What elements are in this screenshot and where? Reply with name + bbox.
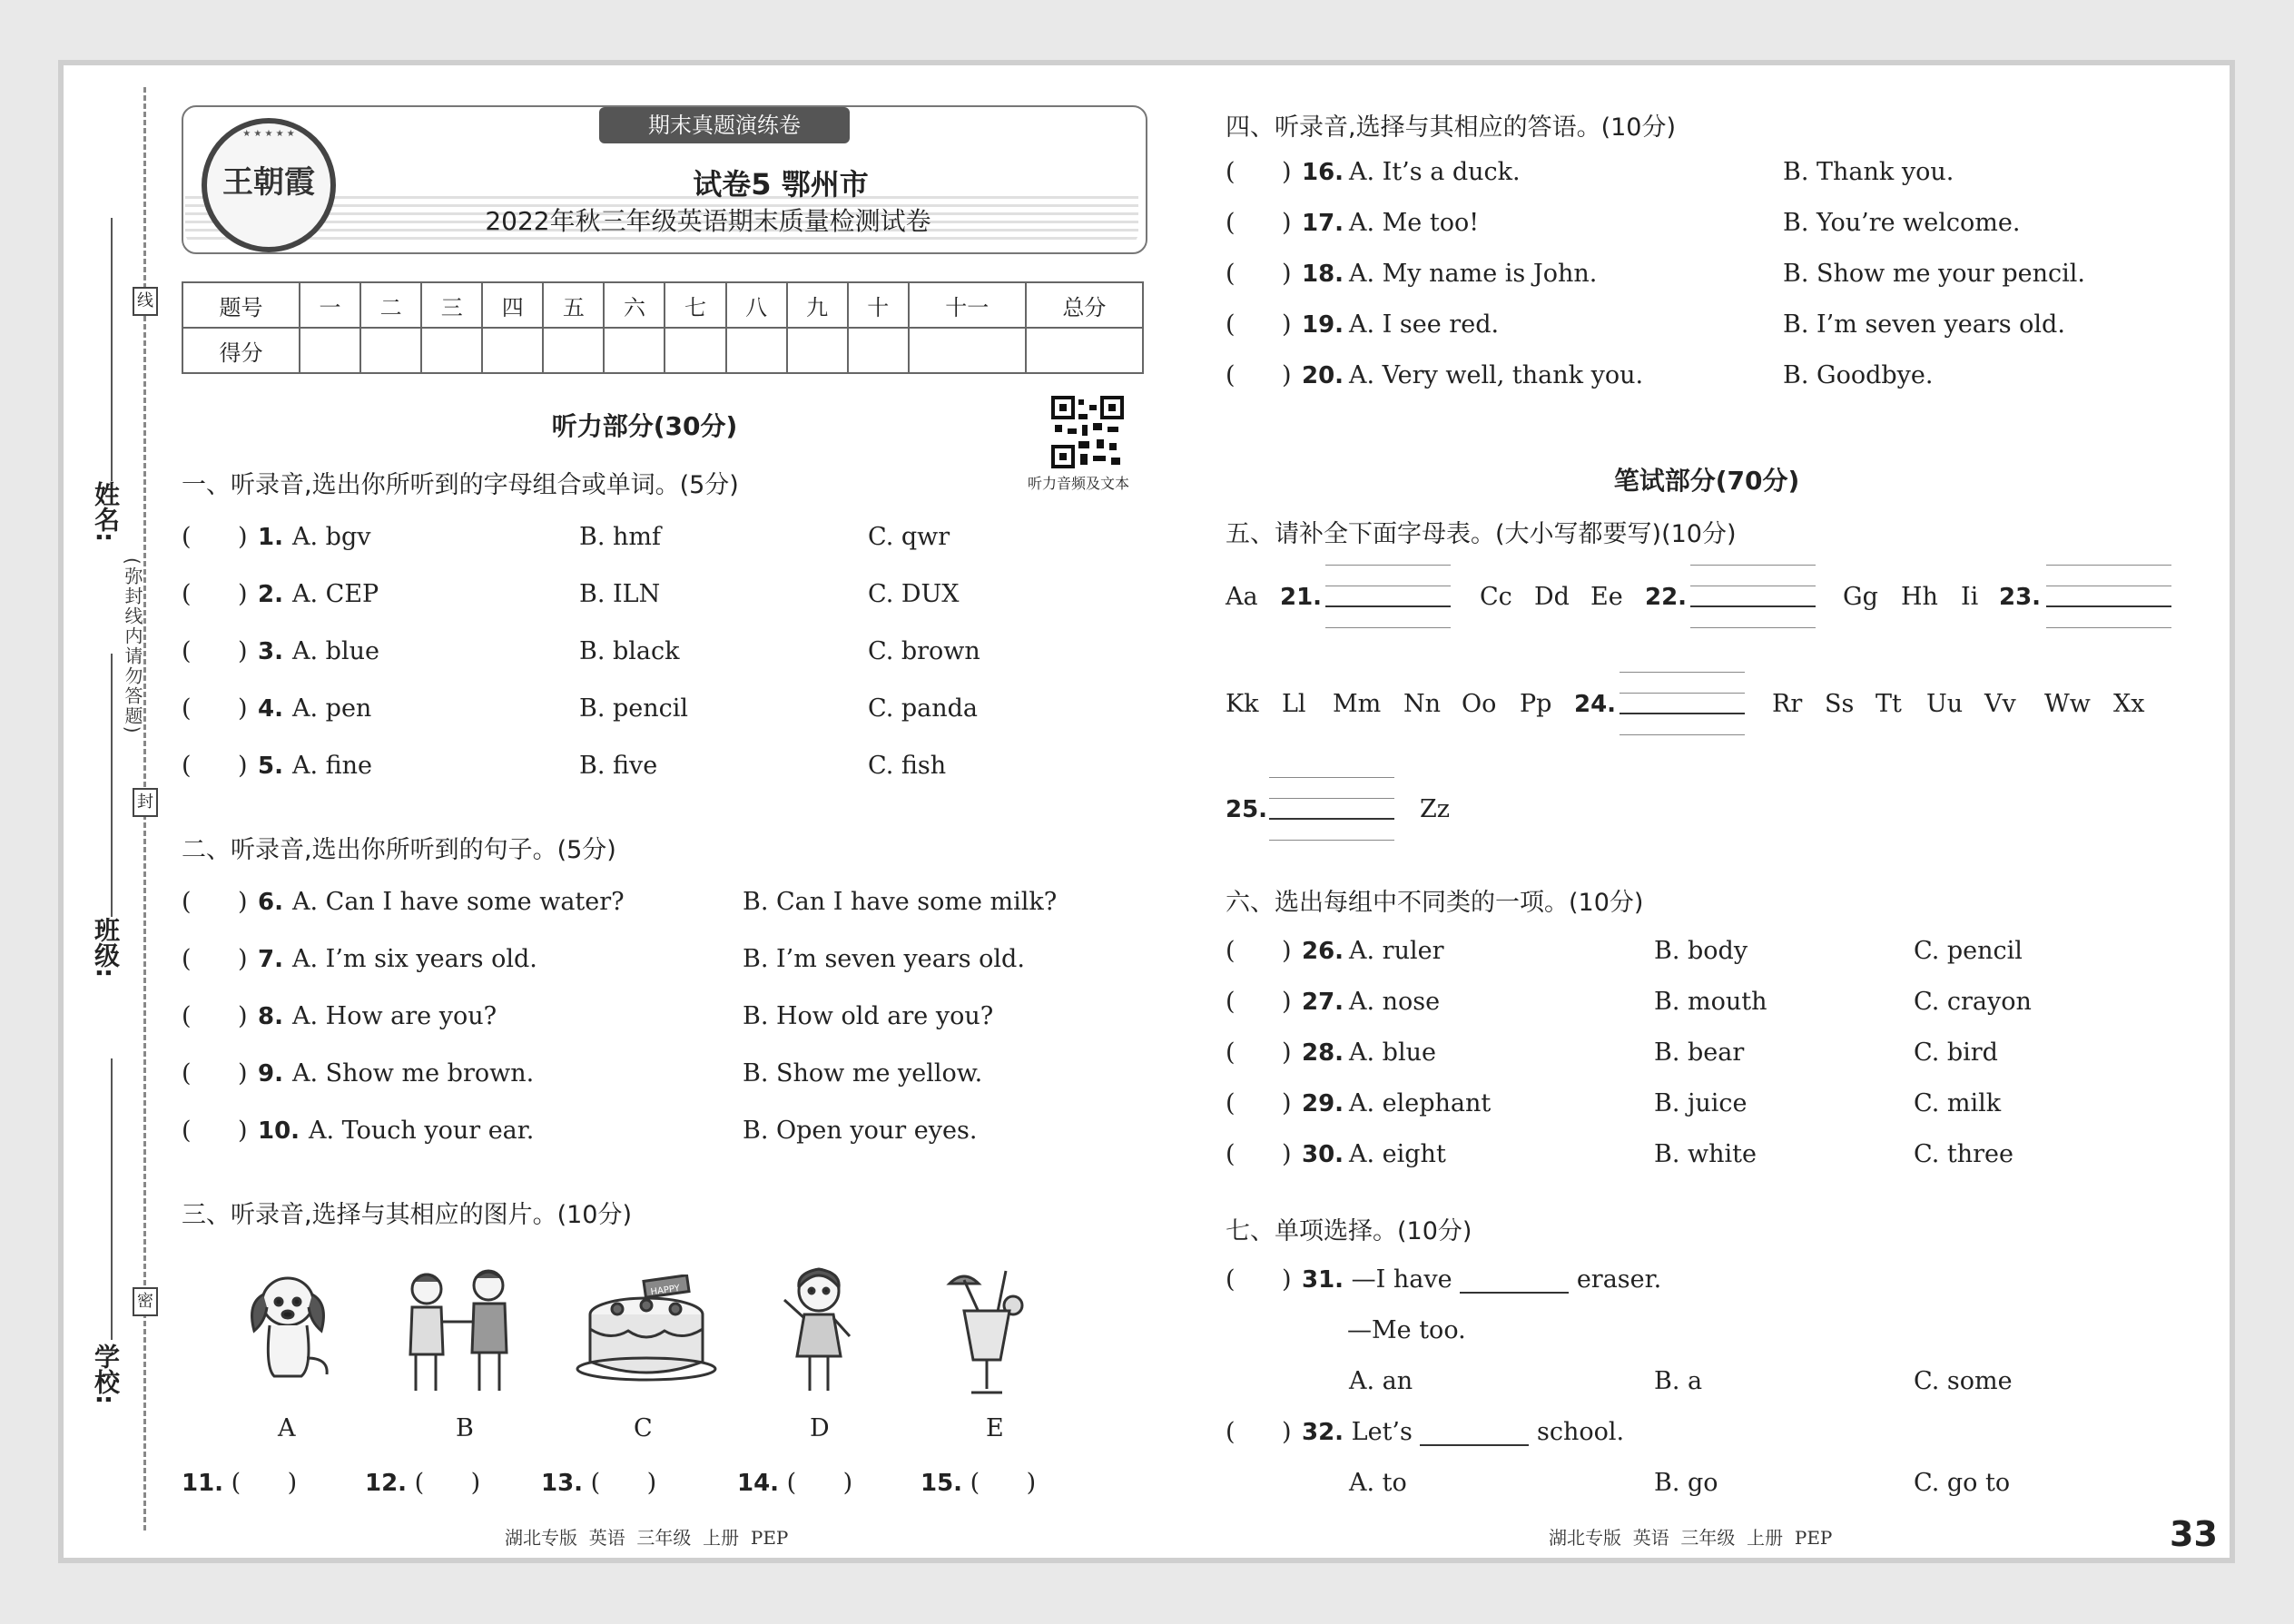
score-cell[interactable]	[665, 328, 725, 373]
page-number: 33	[2170, 1514, 2218, 1554]
q31-reply: —Me too.	[1347, 1316, 1466, 1344]
letter-pair: Xx	[2113, 690, 2145, 718]
answer-bracket[interactable]: ( )	[182, 1002, 248, 1030]
brand-logo-icon: ★ ★ ★ ★ ★ 王朝霞	[202, 118, 336, 252]
answer-bracket[interactable]: ( )	[1226, 209, 1292, 237]
answer-bracket[interactable]: ( )	[182, 1059, 248, 1088]
letter-pair: Ss	[1825, 690, 1855, 718]
option-a: A. Show me brown.	[292, 1059, 535, 1088]
answer-bracket[interactable]: ( )	[1226, 361, 1292, 389]
answer-bracket[interactable]: ( )	[1226, 260, 1292, 288]
score-cell[interactable]	[848, 328, 909, 373]
score-table-score-row	[182, 328, 1143, 373]
score-cell[interactable]	[787, 328, 848, 373]
option-c: C. three	[1914, 1140, 2013, 1168]
exam-title: 试卷5 鄂州市	[693, 167, 869, 202]
option-a: A. fine	[292, 752, 373, 780]
score-cell[interactable]	[300, 328, 360, 373]
question-32: 32. Let’s school.	[1302, 1418, 1625, 1446]
question-number: 5.	[258, 753, 283, 780]
score-header-cell: 九	[787, 282, 848, 328]
girl-icon	[773, 1264, 864, 1400]
picture-letter-b: B	[456, 1414, 474, 1442]
header-tag: 期末真题演练卷	[599, 107, 850, 143]
picture-letter-a: A	[278, 1414, 296, 1442]
letter-pair: Rr	[1772, 690, 1803, 718]
letter-pair: Zz	[1420, 795, 1450, 823]
q32-prompt-start: Let’s	[1351, 1418, 1413, 1446]
option-a: A. nose	[1349, 988, 1441, 1016]
blank-number: 22.	[1645, 584, 1688, 611]
blank-number: 23.	[1999, 584, 2042, 611]
writing-blank[interactable]	[1269, 777, 1394, 841]
question-number: 3.	[258, 638, 283, 665]
option-a: A. elephant	[1349, 1089, 1492, 1117]
option-c: C. bird	[1914, 1038, 1998, 1067]
answer-bracket[interactable]: ( )	[1226, 310, 1292, 339]
answer-bracket[interactable]: ( )	[1226, 1418, 1292, 1446]
letter-pair: Hh	[1901, 583, 1938, 611]
letter-pair: Ww	[2044, 690, 2091, 718]
answer-bracket[interactable]: ( )	[182, 580, 248, 608]
score-cell[interactable]	[421, 328, 482, 373]
option-c: C. brown	[868, 637, 980, 665]
section5-title: 五、请补全下面字母表。(大小写都要写)(10分)	[1226, 520, 1737, 548]
question-number: 6.	[258, 889, 283, 916]
score-header-cell: 五	[543, 282, 604, 328]
question-number: 30.	[1302, 1141, 1344, 1168]
option-b: B. mouth	[1654, 988, 1767, 1016]
letter-pair: Dd	[1534, 583, 1570, 611]
q31-prompt-start: —I have	[1351, 1265, 1452, 1294]
option-a: A. an	[1349, 1367, 1413, 1395]
question-number: 10.	[258, 1117, 300, 1145]
option-a: A. pen	[292, 694, 372, 723]
option-a: A. blue	[292, 637, 379, 665]
option-c: C. DUX	[868, 580, 960, 608]
option-b: B. hmf	[579, 523, 661, 551]
option-a: A. How are you?	[292, 1002, 497, 1030]
option-b: B. How old are you?	[743, 1002, 994, 1030]
picture-letter-e: E	[986, 1414, 1004, 1442]
seal-mark-secret: 密	[133, 1287, 158, 1316]
option-c: C. milk	[1914, 1089, 2002, 1117]
option-a: A. I’m six years old.	[292, 945, 537, 973]
score-header-cell: 一	[300, 282, 360, 328]
school-field[interactable]	[111, 1058, 113, 1340]
score-cell[interactable]	[543, 328, 604, 373]
option-b: B. Thank you.	[1783, 158, 1954, 186]
answer-bracket[interactable]: ( )	[182, 888, 248, 916]
score-header-cell: 二	[360, 282, 421, 328]
option-b: B. I’m seven years old.	[1783, 310, 2065, 339]
writing-blank[interactable]	[1690, 565, 1816, 628]
option-c: C. qwr	[868, 523, 950, 551]
option-a: A. to	[1349, 1469, 1407, 1497]
option-b: B. I’m seven years old.	[743, 945, 1025, 973]
score-cell[interactable]	[604, 328, 665, 373]
question-number: 16.	[1302, 159, 1344, 186]
answer-slot[interactable]: 13. ( )	[541, 1469, 657, 1497]
blank-number: 25.	[1226, 796, 1268, 823]
question-number: 26.	[1302, 938, 1344, 965]
letter-pair: Aa	[1226, 583, 1258, 611]
question-number: 2.	[258, 581, 283, 608]
answer-bracket[interactable]: ( )	[182, 637, 248, 665]
question-31: 31. —I have eraser.	[1302, 1265, 1662, 1294]
school-label: 学校:	[91, 1343, 121, 1405]
answer-slot[interactable]: 11. ( )	[182, 1469, 298, 1497]
score-row-label: 得分	[182, 328, 300, 373]
option-a: A. eight	[1349, 1140, 1446, 1168]
section4-title: 四、听录音,选择与其相应的答语。(10分)	[1226, 113, 1677, 142]
letter-pair: Ll	[1282, 690, 1306, 718]
letter-pair: Ii	[1961, 583, 1979, 611]
footer-left: 湖北专版 英语 三年级 上册 PEP	[505, 1527, 789, 1549]
section2-title: 二、听录音,选出你所听到的句子。(5分)	[182, 836, 616, 864]
option-c: C. panda	[868, 694, 979, 723]
blank-number: 21.	[1280, 584, 1323, 611]
exam-subtitle: 2022年秋三年级英语期末质量检测试卷	[485, 206, 931, 236]
answer-bracket[interactable]: ( )	[1226, 937, 1292, 965]
score-cell[interactable]	[1026, 328, 1143, 373]
answer-slot[interactable]: 15. ( )	[921, 1469, 1037, 1497]
option-a: A. CEP	[292, 580, 379, 608]
qr-code-icon[interactable]	[1051, 396, 1124, 468]
section7-title: 七、单项选择。(10分)	[1226, 1217, 1472, 1245]
logo-text: 王朝霞	[222, 164, 315, 201]
juice-icon	[946, 1265, 1028, 1402]
score-header-cell: 总分	[1026, 282, 1143, 328]
letter-pair: Pp	[1520, 690, 1552, 718]
letter-pair: Gg	[1843, 583, 1878, 611]
question-number: 20.	[1302, 362, 1344, 389]
option-b: B. body	[1654, 937, 1748, 965]
answer-bracket[interactable]: ( )	[1226, 1265, 1292, 1294]
option-b: B. bear	[1654, 1038, 1745, 1067]
score-header-cell: 十	[848, 282, 909, 328]
option-a: A. I see red.	[1349, 310, 1500, 339]
option-b: B. pencil	[579, 694, 689, 723]
option-c: C. go to	[1914, 1469, 2011, 1497]
picture-letter-d: D	[810, 1414, 830, 1442]
option-a: A. Touch your ear.	[309, 1117, 535, 1145]
option-b: B. juice	[1654, 1089, 1748, 1117]
dog-icon	[238, 1267, 338, 1385]
writing-title: 笔试部分(70分)	[1613, 466, 1800, 496]
option-b: B. Goodbye.	[1783, 361, 1934, 389]
option-b: B. a	[1654, 1367, 1703, 1395]
score-header-cell: 题号	[182, 282, 300, 328]
seal-mark-line: 线	[133, 287, 158, 316]
option-a: A. It’s a duck.	[1349, 158, 1521, 186]
qr-caption: 听力音频及文本	[1028, 475, 1130, 492]
question-number: 1.	[258, 524, 283, 551]
q32-blank[interactable]	[1420, 1422, 1529, 1446]
listening-title: 听力部分(30分)	[551, 411, 738, 441]
question-number: 19.	[1302, 311, 1344, 339]
score-header-cell: 三	[421, 282, 482, 328]
letter-pair: Nn	[1403, 690, 1442, 718]
option-c: C. pencil	[1914, 937, 2023, 965]
answer-bracket[interactable]: ( )	[1226, 988, 1292, 1016]
option-a: A. ruler	[1349, 937, 1444, 965]
letter-pair: Cc	[1480, 583, 1512, 611]
option-a: A. My name is John.	[1349, 260, 1598, 288]
writing-blank[interactable]	[1325, 565, 1451, 628]
option-c: C. some	[1914, 1367, 2013, 1395]
option-b: B. Show me yellow.	[743, 1059, 983, 1088]
score-table-header-row	[182, 282, 1143, 328]
name-label: 姓名:	[91, 481, 121, 543]
option-b: B. five	[579, 752, 658, 780]
score-cell[interactable]	[360, 328, 421, 373]
score-header-cell: 四	[482, 282, 543, 328]
letter-pair: Mm	[1333, 690, 1382, 718]
answer-bracket[interactable]: ( )	[182, 523, 248, 551]
question-number: 8.	[258, 1003, 283, 1030]
binding-note: (弥封线内请勿答题)	[122, 557, 143, 735]
picture-letter-c: C	[634, 1414, 653, 1442]
option-b: B. go	[1654, 1469, 1718, 1497]
score-header-cell: 八	[726, 282, 787, 328]
option-b: B. Show me your pencil.	[1783, 260, 2086, 288]
letter-pair: Vv	[1984, 690, 2016, 718]
question-number: 28.	[1302, 1039, 1344, 1067]
seal-mark-seal: 封	[133, 788, 158, 817]
question-number: 29.	[1302, 1090, 1344, 1117]
question-number: 9.	[258, 1060, 283, 1088]
q31-blank[interactable]	[1460, 1270, 1569, 1294]
writing-blank[interactable]	[2046, 565, 2171, 628]
score-cell[interactable]	[909, 328, 1026, 373]
score-cell[interactable]	[482, 328, 543, 373]
letter-pair: Tt	[1876, 690, 1902, 718]
name-field[interactable]	[111, 218, 113, 481]
score-table	[182, 281, 1144, 374]
option-b: B. Open your eyes.	[743, 1117, 978, 1145]
option-a: A. blue	[1349, 1038, 1436, 1067]
answer-bracket[interactable]: ( )	[1226, 1140, 1292, 1168]
cake-topper-text: HAPPY	[650, 1284, 681, 1298]
score-cell[interactable]	[726, 328, 787, 373]
letter-pair: Kk	[1226, 690, 1259, 718]
option-a: A. Very well, thank you.	[1349, 361, 1644, 389]
blank-number: 24.	[1574, 691, 1617, 718]
score-header-cell: 七	[665, 282, 725, 328]
footer-right: 湖北专版 英语 三年级 上册 PEP	[1549, 1527, 1833, 1549]
q32-prompt-end: school.	[1537, 1418, 1625, 1446]
option-b: B. black	[579, 637, 680, 665]
answer-bracket[interactable]: ( )	[182, 694, 248, 723]
section1-title: 一、听录音,选出你所听到的字母组合或单词。(5分)	[182, 471, 739, 499]
option-b: B. Can I have some milk?	[743, 888, 1058, 916]
option-c: C. fish	[868, 752, 947, 780]
answer-bracket[interactable]: ( )	[182, 1117, 248, 1145]
class-field[interactable]	[111, 654, 113, 917]
answer-slot[interactable]: 12. ( )	[365, 1469, 481, 1497]
option-b: B. You’re welcome.	[1783, 209, 2021, 237]
handshake-icon	[389, 1267, 525, 1394]
option-c: C. crayon	[1914, 988, 2032, 1016]
score-header-cell: 十一	[909, 282, 1026, 328]
q31-prompt-end: eraser.	[1576, 1265, 1662, 1294]
cake-icon	[574, 1275, 719, 1383]
option-a: A. Can I have some water?	[292, 888, 625, 916]
writing-blank[interactable]	[1620, 672, 1745, 735]
answer-bracket[interactable]: ( )	[1226, 158, 1292, 186]
question-number: 17.	[1302, 210, 1344, 237]
question-number: 7.	[258, 946, 283, 973]
answer-bracket[interactable]: ( )	[182, 945, 248, 973]
question-number: 27.	[1302, 989, 1344, 1016]
answer-bracket[interactable]: ( )	[182, 752, 248, 780]
letter-pair: Ee	[1590, 583, 1623, 611]
section6-title: 六、选出每组中不同类的一项。(10分)	[1226, 889, 1644, 917]
letter-pair: Uu	[1926, 690, 1964, 718]
section3-title: 三、听录音,选择与其相应的图片。(10分)	[182, 1201, 633, 1229]
answer-bracket[interactable]: ( )	[1226, 1089, 1292, 1117]
letter-pair: Oo	[1462, 690, 1497, 718]
option-b: B. white	[1654, 1140, 1757, 1168]
option-a: A. Me too!	[1349, 209, 1480, 237]
option-b: B. ILN	[579, 580, 661, 608]
answer-bracket[interactable]: ( )	[1226, 1038, 1292, 1067]
score-header-cell: 六	[604, 282, 665, 328]
answer-slot[interactable]: 14. ( )	[737, 1469, 853, 1497]
option-a: A. bgv	[292, 523, 371, 551]
class-label: 班级:	[91, 917, 121, 979]
question-number: 4.	[258, 695, 283, 723]
question-number: 18.	[1302, 261, 1344, 288]
